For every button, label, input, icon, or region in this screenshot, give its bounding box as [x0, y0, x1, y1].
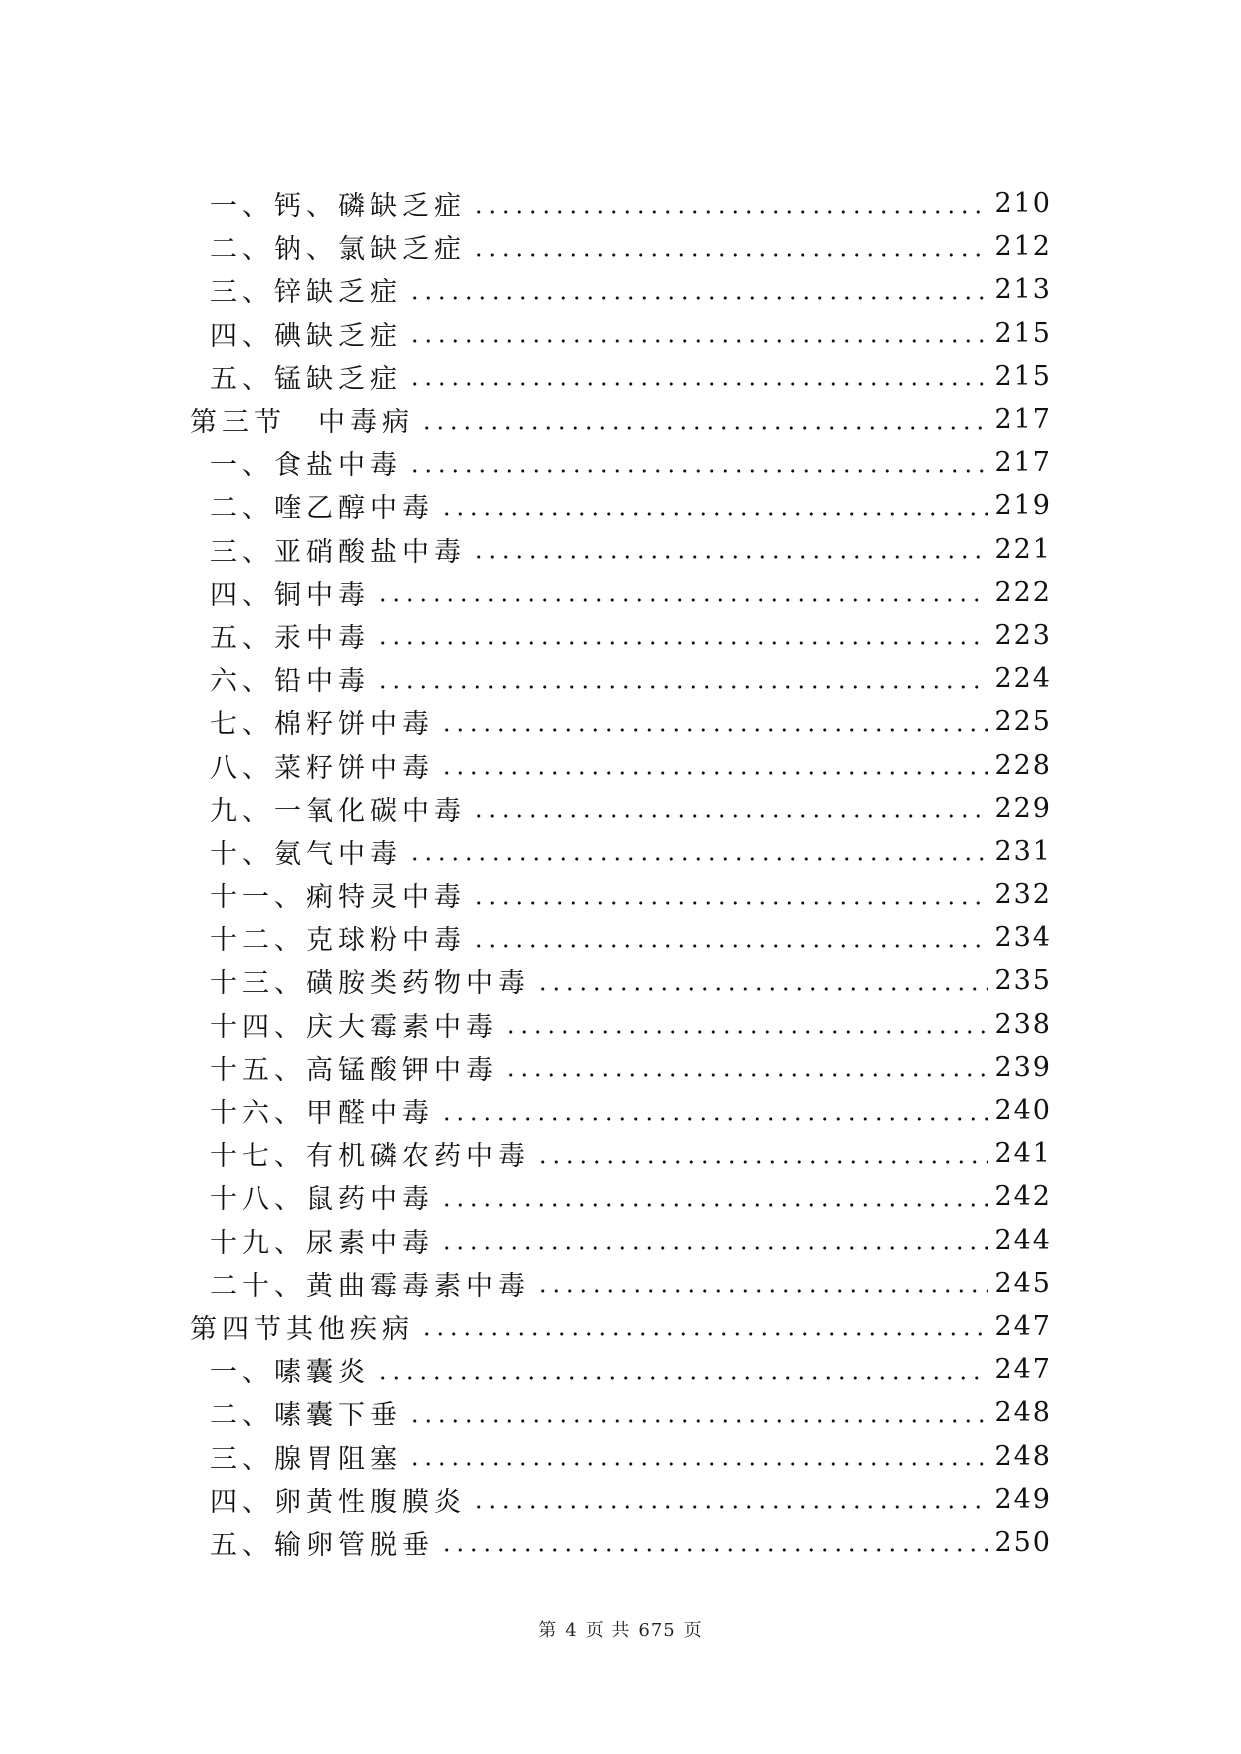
toc-entry-page-number: 215 — [994, 360, 1052, 392]
toc-dot-leader — [420, 1332, 988, 1336]
toc-entry-page-number: 212 — [994, 231, 1052, 263]
toc-entry-page-number: 242 — [994, 1181, 1052, 1213]
toc-entry-page-number: 215 — [994, 317, 1052, 349]
toc-entry — [210, 1262, 1052, 1305]
toc-entry-page-number: 219 — [994, 490, 1052, 522]
toc-entry — [210, 312, 1052, 355]
toc-entry-title: 七、棉籽饼中毒 — [210, 709, 434, 741]
toc-entry-page-number: 232 — [994, 879, 1052, 911]
toc-entry-title: 一、食盐中毒 — [210, 450, 402, 482]
toc-dot-leader — [472, 1505, 988, 1509]
toc-dot-leader — [472, 944, 988, 948]
toc-entry-title: 四、铜中毒 — [210, 579, 370, 611]
toc-entry — [210, 743, 1052, 786]
toc-dot-leader — [504, 1073, 988, 1077]
toc-dot-leader — [472, 210, 988, 214]
toc-entry-title: 十九、尿素中毒 — [210, 1227, 434, 1259]
toc-entry-title: 二十、黄曲霉毒素中毒 — [210, 1270, 530, 1302]
toc-dot-leader — [408, 469, 988, 473]
toc-entry-page-number: 241 — [994, 1138, 1052, 1170]
toc-entry-title: 二、钠、氯缺乏症 — [210, 234, 466, 266]
toc-entry — [210, 1391, 1052, 1434]
toc-entry-title: 四、卵黄性腹膜炎 — [210, 1486, 466, 1518]
toc-entry-title: 五、锰缺乏症 — [210, 363, 402, 395]
toc-entry — [210, 1089, 1052, 1132]
toc-entry-page-number: 231 — [994, 835, 1052, 867]
table-of-contents — [190, 182, 1052, 1564]
toc-entry — [210, 1175, 1052, 1218]
toc-entry-title: 十六、甲醛中毒 — [210, 1098, 434, 1130]
toc-entry — [210, 700, 1052, 743]
toc-dot-leader — [440, 728, 988, 732]
toc-entry-title: 四、碘缺乏症 — [210, 320, 402, 352]
toc-entry — [210, 268, 1052, 311]
toc-entry-page-number: 240 — [994, 1095, 1052, 1127]
toc-entry — [210, 1219, 1052, 1262]
toc-entry-page-number: 238 — [994, 1008, 1052, 1040]
toc-dot-leader — [440, 1548, 988, 1552]
toc-entry-title: 一、嗉囊炎 — [210, 1357, 370, 1389]
toc-entry-title: 十八、鼠药中毒 — [210, 1184, 434, 1216]
toc-entry-title: 三、腺胃阻塞 — [210, 1443, 402, 1475]
toc-entry-page-number: 235 — [994, 965, 1052, 997]
toc-entry — [210, 657, 1052, 700]
toc-dot-leader — [420, 426, 988, 430]
footer-current-page: 4 — [565, 1620, 578, 1641]
toc-entry-page-number: 244 — [994, 1224, 1052, 1256]
toc-entry — [210, 959, 1052, 1002]
toc-entry-title: 十七、有机磷农药中毒 — [210, 1141, 530, 1173]
toc-entry — [210, 571, 1052, 614]
toc-entry-page-number: 224 — [994, 663, 1052, 695]
toc-entry-page-number: 247 — [994, 1310, 1052, 1342]
page-footer — [0, 1616, 1241, 1642]
toc-entry-page-number: 221 — [994, 533, 1052, 565]
toc-dot-leader — [472, 814, 988, 818]
toc-entry-title: 十一、痢特灵中毒 — [210, 882, 466, 914]
toc-entry-title: 三、亚硝酸盐中毒 — [210, 536, 466, 568]
footer-total-pages: 675 — [638, 1620, 676, 1641]
toc-entry-page-number: 248 — [994, 1440, 1052, 1472]
toc-dot-leader — [504, 1030, 988, 1034]
toc-dot-leader — [536, 987, 988, 991]
toc-entry — [210, 787, 1052, 830]
toc-dot-leader — [472, 901, 988, 905]
toc-dot-leader — [440, 1203, 988, 1207]
toc-entry-page-number: 228 — [994, 749, 1052, 781]
toc-dot-leader — [408, 382, 988, 386]
toc-entry-title: 八、菜籽饼中毒 — [210, 752, 434, 784]
toc-entry-title: 一、钙、磷缺乏症 — [210, 191, 466, 223]
toc-entry-page-number: 247 — [994, 1354, 1052, 1386]
toc-entry-title: 二、嗉囊下垂 — [210, 1400, 402, 1432]
toc-entry-page-number: 210 — [994, 188, 1052, 220]
toc-entry — [210, 355, 1052, 398]
toc-entry — [210, 873, 1052, 916]
toc-entry-page-number: 245 — [994, 1267, 1052, 1299]
toc-entry-page-number: 225 — [994, 706, 1052, 738]
toc-entry — [210, 614, 1052, 657]
toc-entry-title: 十五、高锰酸钾中毒 — [210, 1054, 498, 1086]
toc-entry-title: 十、氨气中毒 — [210, 838, 402, 870]
toc-entry — [210, 441, 1052, 484]
toc-entry-title: 十四、庆大霉素中毒 — [210, 1011, 498, 1043]
toc-entry-title: 六、铅中毒 — [210, 666, 370, 698]
toc-entry — [210, 830, 1052, 873]
toc-dot-leader — [408, 296, 988, 300]
toc-entry — [210, 484, 1052, 527]
toc-dot-leader — [440, 771, 988, 775]
toc-entry — [210, 1046, 1052, 1089]
toc-entry — [210, 1348, 1052, 1391]
toc-entry — [210, 1132, 1052, 1175]
toc-section-entry — [190, 398, 1052, 441]
toc-entry — [210, 1003, 1052, 1046]
toc-entry-page-number: 229 — [994, 792, 1052, 824]
toc-dot-leader — [376, 685, 988, 689]
footer-suffix: 页 — [683, 1620, 703, 1641]
toc-dot-leader — [408, 1419, 988, 1423]
toc-dot-leader — [472, 253, 988, 257]
toc-entry — [210, 916, 1052, 959]
toc-section-entry — [190, 1305, 1052, 1348]
toc-entry-page-number: 248 — [994, 1397, 1052, 1429]
toc-entry-page-number: 250 — [994, 1526, 1052, 1558]
toc-dot-leader — [440, 1246, 988, 1250]
toc-entry-page-number: 213 — [994, 274, 1052, 306]
toc-dot-leader — [472, 555, 988, 559]
toc-dot-leader — [376, 1376, 988, 1380]
toc-entry-page-number: 234 — [994, 922, 1052, 954]
toc-entry — [210, 528, 1052, 571]
toc-entry — [210, 1521, 1052, 1564]
toc-entry-page-number: 223 — [994, 619, 1052, 651]
toc-entry — [210, 1478, 1052, 1521]
toc-entry-page-number: 222 — [994, 576, 1052, 608]
toc-entry — [210, 225, 1052, 268]
toc-entry-title: 二、喹乙醇中毒 — [210, 493, 434, 525]
toc-entry-page-number: 249 — [994, 1483, 1052, 1515]
toc-dot-leader — [408, 339, 988, 343]
toc-entry-title: 五、输卵管脱垂 — [210, 1529, 434, 1561]
toc-entry — [210, 182, 1052, 225]
footer-prefix: 第 — [538, 1620, 558, 1641]
toc-entry-page-number: 217 — [994, 447, 1052, 479]
toc-entry-page-number: 217 — [994, 404, 1052, 436]
toc-dot-leader — [440, 1117, 988, 1121]
toc-dot-leader — [536, 1289, 988, 1293]
toc-entry — [210, 1434, 1052, 1477]
toc-dot-leader — [408, 1462, 988, 1466]
toc-entry-title: 九、一氧化碳中毒 — [210, 795, 466, 827]
toc-entry-title: 第三节 中毒病 — [190, 407, 414, 439]
footer-middle: 页 共 — [585, 1620, 631, 1641]
toc-entry-page-number: 239 — [994, 1051, 1052, 1083]
toc-entry-title: 十三、磺胺类药物中毒 — [210, 968, 530, 1000]
toc-dot-leader — [440, 512, 988, 516]
toc-dot-leader — [536, 1160, 988, 1164]
toc-entry-title: 第四节其他疾病 — [190, 1313, 414, 1345]
toc-dot-leader — [376, 598, 988, 602]
toc-entry-title: 十二、克球粉中毒 — [210, 925, 466, 957]
toc-entry-title: 五、汞中毒 — [210, 622, 370, 654]
toc-dot-leader — [376, 641, 988, 645]
toc-dot-leader — [408, 857, 988, 861]
toc-entry-title: 三、锌缺乏症 — [210, 277, 402, 309]
